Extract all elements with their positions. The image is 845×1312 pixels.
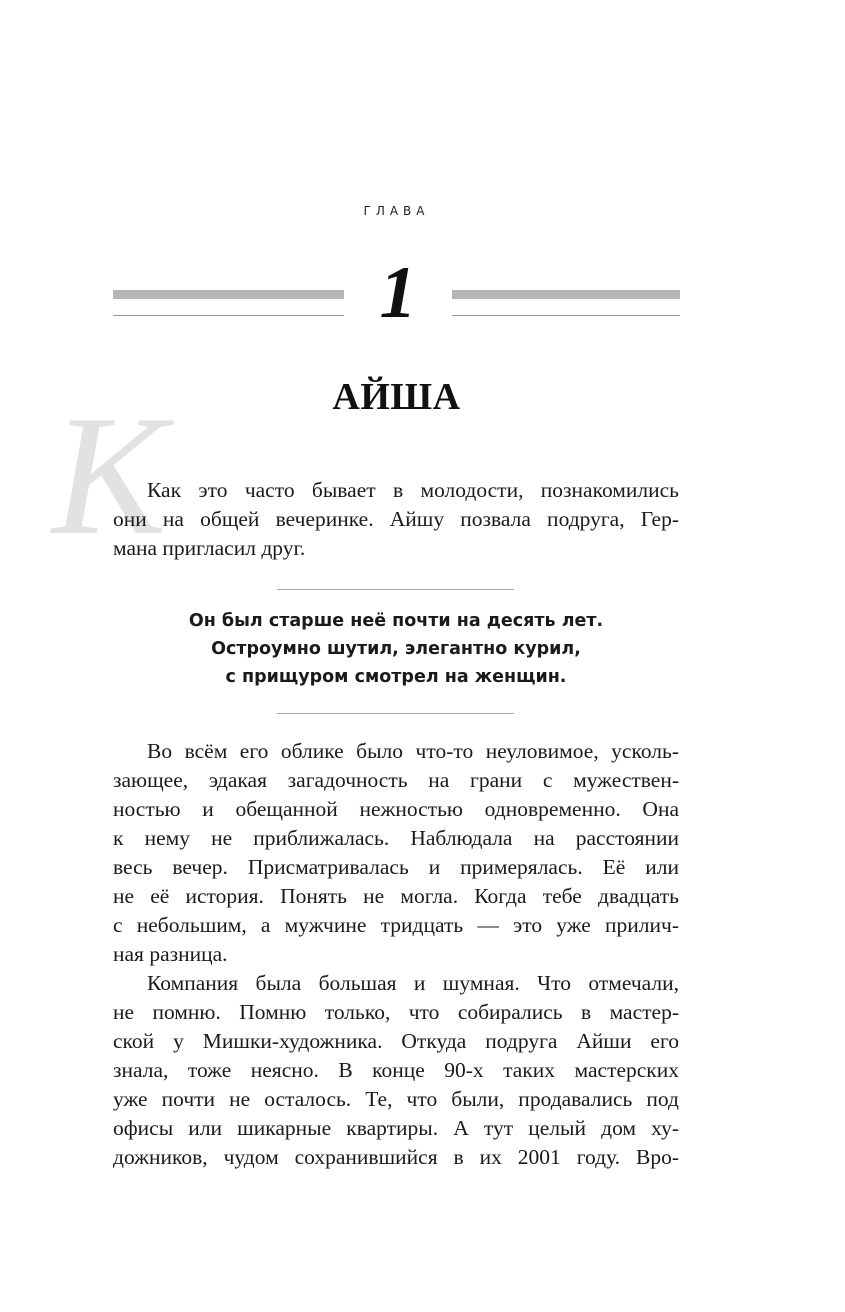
text-line: они на общей вечеринке. Айшу позвала подруга, Гер-	[113, 507, 679, 531]
quote-line: с прищуром смотрел на женщин.	[225, 667, 567, 687]
chapter-rule-left-thick	[113, 290, 344, 299]
pull-quote	[113, 607, 679, 691]
quote-rule-bottom	[277, 713, 514, 714]
text-line: мана пригласил друг.	[113, 536, 306, 560]
text-line: знала, тоже неясно. В конце 90-х таких мастерских	[113, 1058, 679, 1082]
paragraph-3	[113, 969, 679, 1172]
text-line: с небольшим, а мужчине тридцать — это уже прилич-	[113, 913, 679, 937]
text-line: Как это часто бывает в молодости, познакомились	[147, 478, 679, 502]
chapter-title: АЙША	[332, 376, 461, 418]
paragraph-1	[113, 476, 679, 563]
text-line: не помню. Помню только, что собирались в мастер-	[113, 1000, 679, 1024]
text-line: Компания была большая и шумная. Что отмечали,	[147, 971, 679, 995]
text-line: не её история. Понять не могла. Когда тебе двадцать	[113, 884, 679, 908]
text-line: ской у Мишки-художника. Откуда подруга Айши его	[113, 1029, 679, 1053]
text-line: ная разница.	[113, 942, 228, 966]
paragraph-2	[113, 737, 679, 969]
chapter-number: 1	[379, 252, 417, 334]
chapter-rule-right-thick	[452, 290, 680, 299]
chapter-rule-right-thin	[452, 315, 680, 316]
text-line: зающее, эдакая загадочность на грани с мужествен-	[113, 768, 679, 792]
text-line: уже почти не осталось. Те, что были, продавались под	[113, 1087, 679, 1111]
quote-rule-top	[277, 589, 514, 590]
chapter-label: ГЛАВА	[363, 204, 430, 218]
chapter-rule-left-thin	[113, 315, 344, 316]
text-line: дожников, чудом сохранившийся в их 2001 году. Вро-	[113, 1145, 679, 1169]
quote-line: Остроумно шутил, элегантно курил,	[211, 639, 581, 659]
drop-cap-letter: К	[52, 381, 167, 571]
text-line: весь вечер. Присматривалась и примерялась. Её или	[113, 855, 679, 879]
text-line: ностью и обещанной нежностью одновременно. Она	[113, 797, 679, 821]
text-line: к нему не приближалась. Наблюдала на расстоянии	[113, 826, 679, 850]
text-line: офисы или шикарные квартиры. А тут целый дом ху-	[113, 1116, 679, 1140]
text-line: Во всём его облике было что-то неуловимое, усколь-	[147, 739, 679, 763]
quote-line: Он был старше неё почти на десять лет.	[188, 611, 604, 631]
